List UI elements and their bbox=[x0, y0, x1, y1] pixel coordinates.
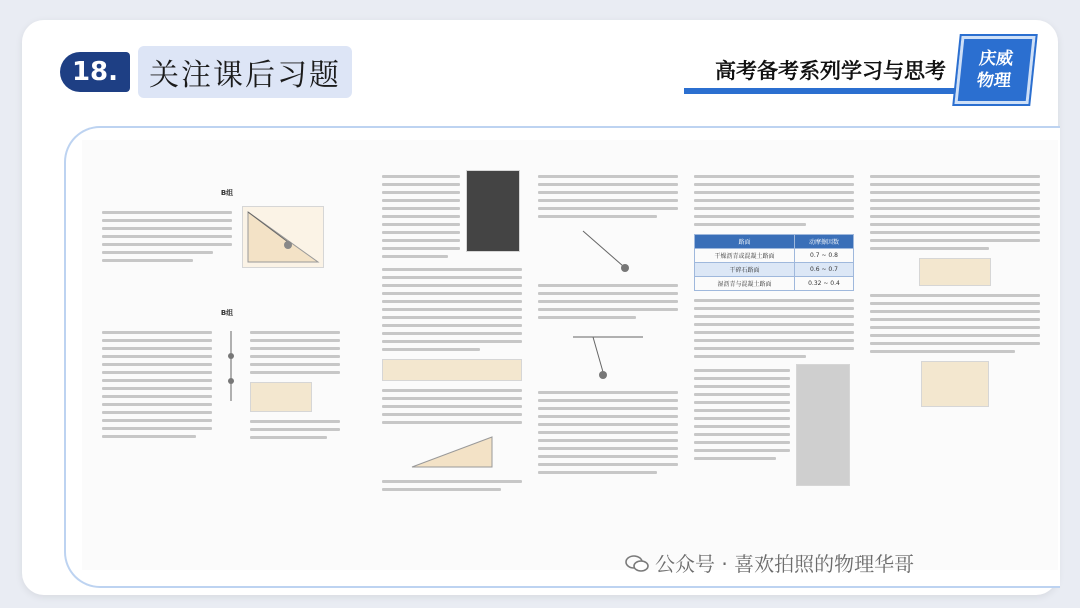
scan-column-5 bbox=[870, 140, 1040, 570]
table-cell: 干燥沥青或混凝土路面 bbox=[695, 249, 795, 263]
figure-photo-car bbox=[796, 364, 850, 486]
figure-pendulum bbox=[573, 226, 643, 276]
section-heading-b: B组 bbox=[220, 189, 234, 197]
table-header-cell: 动摩擦因数 bbox=[794, 235, 853, 249]
friction-table bbox=[694, 234, 854, 291]
scan-column-4 bbox=[694, 140, 854, 570]
figure-box-ground bbox=[921, 361, 989, 407]
figure-slope-block bbox=[407, 432, 497, 472]
table-cell: 湿沥青与混凝土路面 bbox=[695, 277, 795, 291]
scan-column-2 bbox=[382, 140, 522, 570]
figure-air-conditioner bbox=[466, 170, 520, 252]
figure-incline bbox=[242, 206, 324, 268]
page-title: 关注课后习题 bbox=[138, 46, 352, 98]
figure-rope-balls bbox=[220, 326, 242, 406]
table-cell: 0.32 ~ 0.4 bbox=[794, 277, 853, 291]
section-heading-b-2: B组 bbox=[220, 309, 234, 317]
watermark bbox=[625, 548, 914, 577]
figure-box bbox=[250, 382, 312, 412]
scan-column-1 bbox=[102, 140, 352, 570]
figure-hanging-weights bbox=[563, 327, 653, 383]
series-underline bbox=[684, 88, 956, 94]
figure-spring-blocks bbox=[382, 359, 522, 381]
chat-bubbles-icon bbox=[625, 553, 649, 573]
table-cell: 0.7 ~ 0.8 bbox=[794, 249, 853, 263]
table-cell: 干碎石路面 bbox=[695, 263, 795, 277]
logo-line-2: 物理 bbox=[975, 71, 1012, 91]
series-title: 高考备考系列学习与思考 bbox=[715, 58, 946, 83]
watermark-text: 公众号 · 喜欢拍照的物理华哥 bbox=[655, 552, 915, 576]
item-number-badge: 18. bbox=[60, 52, 130, 92]
table-cell: 0.6 ~ 0.7 bbox=[794, 263, 853, 277]
scan-column-3 bbox=[538, 140, 678, 570]
table-header-cell: 路面 bbox=[695, 235, 795, 249]
textbook-scan bbox=[82, 140, 1058, 570]
logo-line-1: 庆威 bbox=[978, 49, 1015, 69]
brand-logo bbox=[954, 36, 1035, 104]
figure-blocks-ab bbox=[919, 258, 991, 286]
